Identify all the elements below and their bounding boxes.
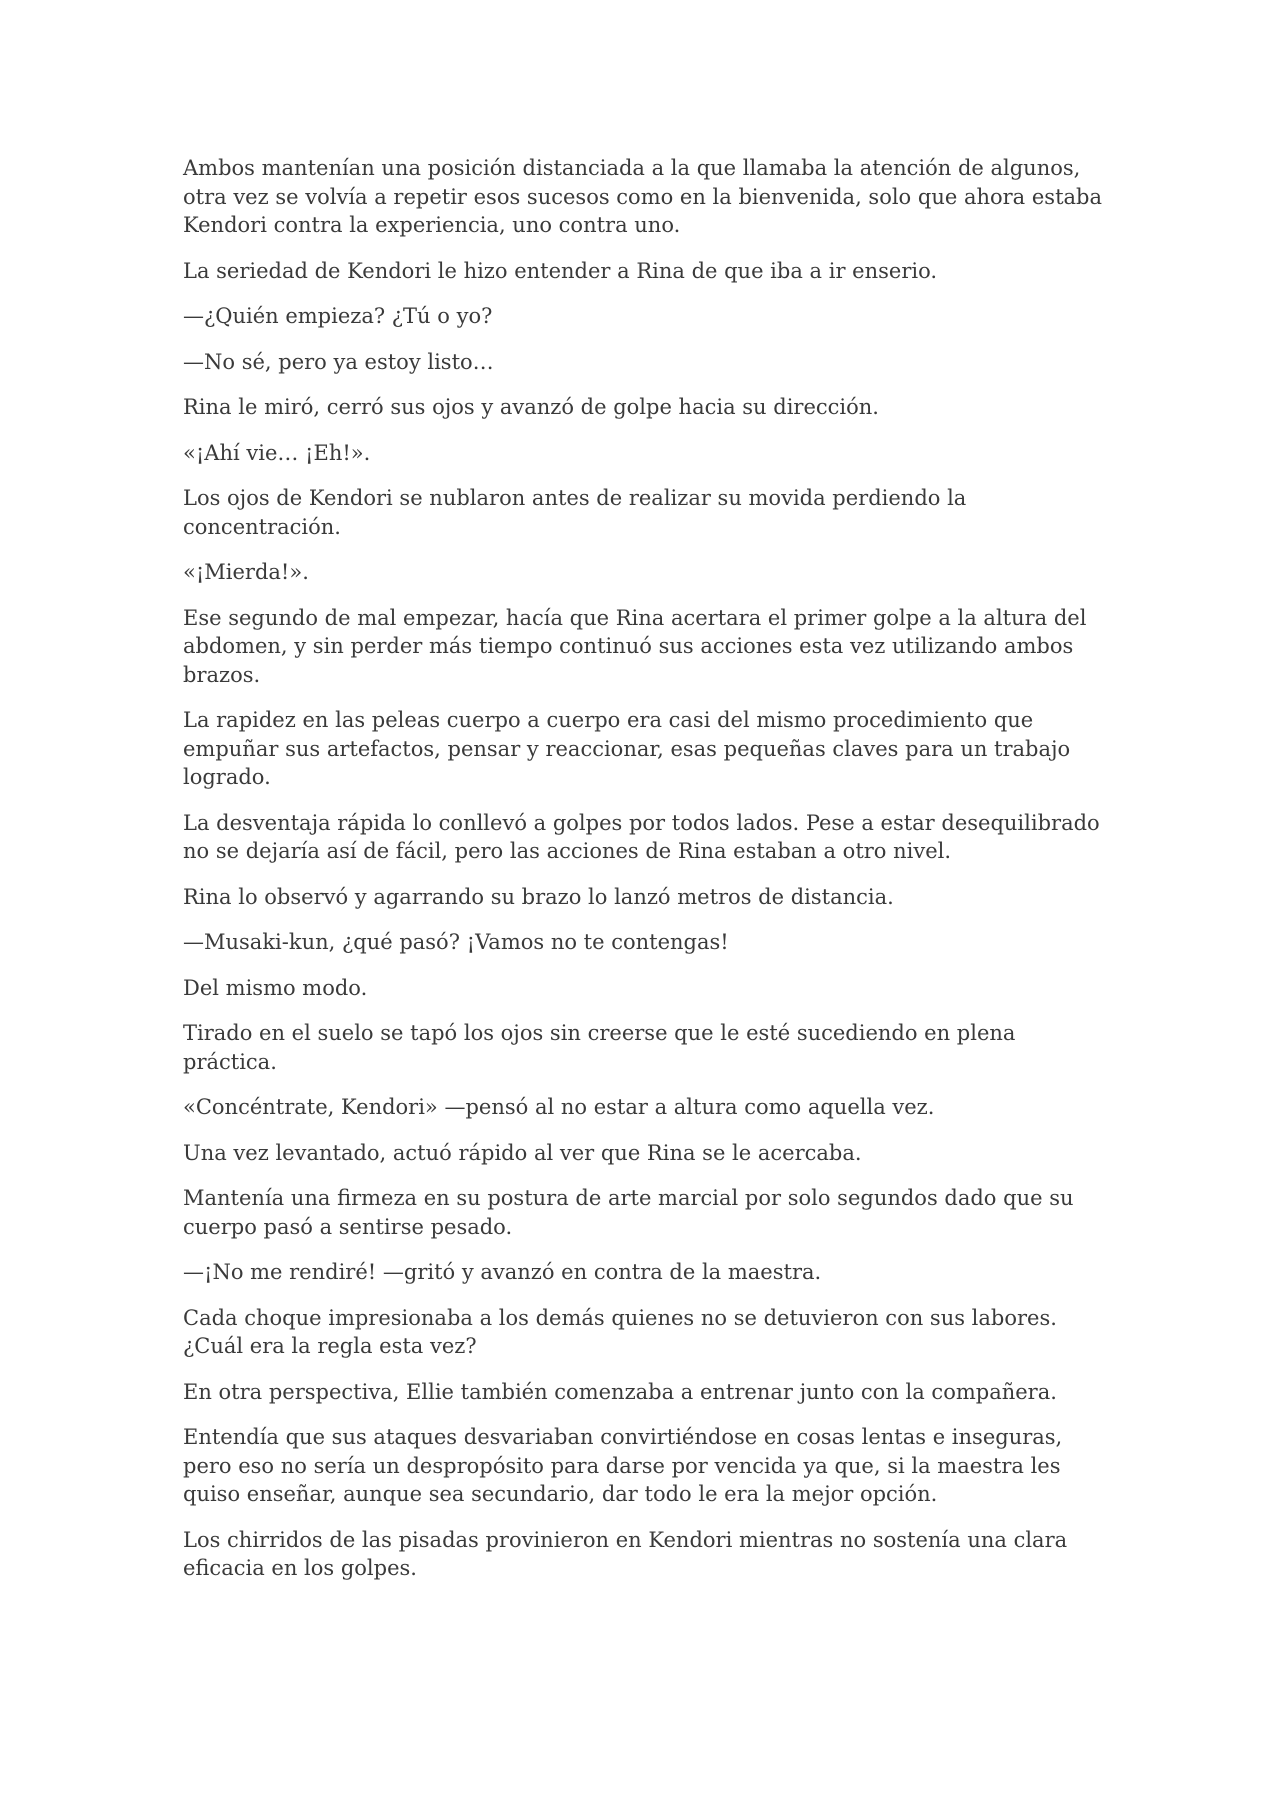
thought-paragraph: «Concéntrate, Kendori» —pensó al no estar a altura como aquella vez. bbox=[183, 1095, 935, 1119]
thought-paragraph: «¡Mierda!». bbox=[183, 560, 309, 584]
paragraph: Una vez levantado, actuó rápido al ver que Rina se le acercaba. bbox=[183, 1140, 862, 1165]
paragraph: La seriedad de Kendori le hizo entender a Rina de que iba a ir enserio. bbox=[183, 258, 938, 283]
paragraph: Del mismo modo. bbox=[183, 975, 368, 1000]
dialogue-paragraph: —Musaki-kun, ¿qué pasó? ¡Vamos no te contengas! bbox=[183, 930, 729, 954]
paragraph: Los ojos de Kendori se nublaron antes de realizar su movida perdiendo la concentración. bbox=[183, 486, 967, 539]
paragraph: Cada choque impresionaba a los demás quienes no se detuvieron con sus labores. ¿Cuál era la regla esta vez? bbox=[183, 1305, 1057, 1358]
paragraph: Entendía que sus ataques desvariaban convirtiéndose en cosas lentas e inseguras, pero eso no sería un despropósito para darse por vencida ya que, si la maestra les quiso enseñar, aunque sea secundario, dar todo le era la mejor opción. bbox=[183, 1425, 1063, 1506]
dialogue-paragraph: —¿Quién empieza? ¿Tú o yo? bbox=[183, 304, 493, 328]
paragraph: La rapidez en las peleas cuerpo a cuerpo era casi del mismo procedimiento que empuñar sus artefactos, pensar y reaccionar, esas pequeñas claves para un trabajo logrado. bbox=[183, 708, 1071, 789]
paragraph: Ambos mantenían una posición distanciada a la que llamaba la atención de algunos, otra vez se volvía a repetir esos sucesos como en la bienvenida, solo que ahora estaba Kendori contra la experiencia, uno contra uno. bbox=[183, 156, 1102, 237]
thought-paragraph: «¡Ahí vie… ¡Eh!». bbox=[183, 440, 371, 465]
dialogue-paragraph: —No sé, pero ya estoy listo… bbox=[183, 349, 494, 374]
paragraph: Rina lo observó y agarrando su brazo lo lanzó metros de distancia. bbox=[183, 884, 894, 909]
paragraph: La desventaja rápida lo conllevó a golpes por todos lados. Pese a estar desequilibrado no se dejaría así de fácil, pero las acciones de Rina estaban a otro nivel. bbox=[183, 810, 1100, 863]
body-text bbox=[183, 154, 1103, 1600]
paragraph: Ese segundo de mal empezar, hacía que Rina acertara el primer golpe a la altura del abdomen, y sin perder más tiempo continuó sus acciones esta vez utilizando ambos brazos. bbox=[183, 605, 1087, 687]
paragraph: Mantenía una firmeza en su postura de arte marcial por solo segundos dado que su cuerpo pasó a sentirse pesado. bbox=[183, 1186, 1074, 1239]
paragraph: Los chirridos de las pisadas provinieron en Kendori mientras no sostenía una clara eficacia en los golpes. bbox=[183, 1527, 1068, 1580]
paragraph: En otra perspectiva, Ellie también comenzaba a entrenar junto con la compañera. bbox=[183, 1379, 1057, 1404]
paragraph: Tirado en el suelo se tapó los ojos sin creerse que le esté sucediendo en plena práctica. bbox=[183, 1021, 1016, 1074]
paragraph: Rina le miró, cerró sus ojos y avanzó de golpe hacia su dirección. bbox=[183, 395, 879, 419]
dialogue-paragraph: —¡No me rendiré! —gritó y avanzó en contra de la maestra. bbox=[183, 1260, 822, 1284]
